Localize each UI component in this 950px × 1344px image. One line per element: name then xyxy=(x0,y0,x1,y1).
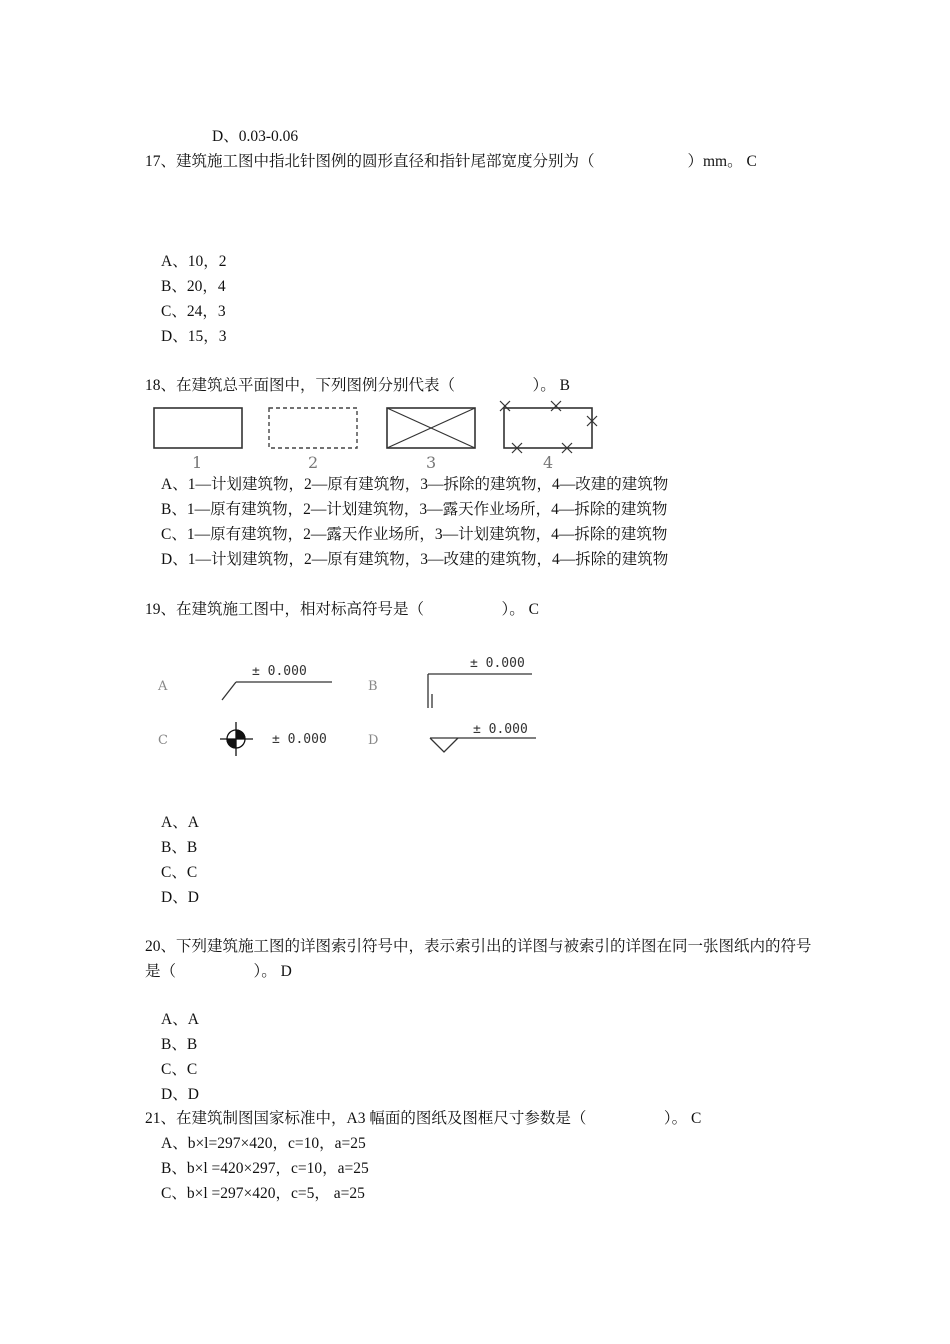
q19-elevation-figure xyxy=(150,650,550,762)
q19-option-d: D、D xyxy=(161,889,199,906)
elev-text-a: ± 0.000 xyxy=(252,664,307,679)
legend-label-3: 3 xyxy=(426,453,437,472)
q18-option-b: B、1—原有建筑物，2—计划建筑物，3—露天作业场所，4—拆除的建筑物 xyxy=(161,501,668,518)
elevation-symbol-b xyxy=(428,674,532,708)
q19-option-a: A、A xyxy=(161,814,199,831)
q21-option-c: C、b×l =297×420，c=5， a=25 xyxy=(161,1185,365,1202)
q18-legend-figure xyxy=(150,398,610,472)
q21-option-b: B、b×l =420×297，c=10，a=25 xyxy=(161,1160,369,1177)
elev-label-c: C xyxy=(158,733,168,748)
q21-stem: 21、在建筑制图国家标准中，A3 幅面的图纸及图框尺寸参数是（ ）。 C xyxy=(145,1110,702,1127)
q20-option-c: C、C xyxy=(161,1061,198,1078)
q19-stem: 19、在建筑施工图中，相对标高符号是（ ）。 C xyxy=(145,601,539,618)
q18-option-a: A、1—计划建筑物，2—原有建筑物，3—拆除的建筑物，4—改建的建筑物 xyxy=(161,476,669,493)
legend-label-1: 1 xyxy=(192,453,203,472)
legend-label-4: 4 xyxy=(543,453,554,472)
q20-stem: 20、下列建筑施工图的详图索引符号中，表示索引出的详图与被索引的详图在同一张图纸内的符号是（ ）。 D xyxy=(145,938,812,980)
q20-option-b: B、B xyxy=(161,1036,198,1053)
elev-text-d: ± 0.000 xyxy=(473,722,528,737)
q17-option-c: C、24，3 xyxy=(161,303,226,320)
q17-option-b: B、20，4 xyxy=(161,278,226,295)
elev-text-b: ± 0.000 xyxy=(470,656,525,671)
q18-stem: 18、在建筑总平面图中，下列图例分别代表（ ）。 B xyxy=(145,377,570,394)
legend-dashed-rect xyxy=(269,408,357,448)
legend-solid-rect xyxy=(154,408,242,448)
q18-option-d: D、1—计划建筑物，2—原有建筑物，3—改建的建筑物，4—拆除的建筑物 xyxy=(161,551,669,568)
legend-x-marked-rect xyxy=(500,401,597,453)
elevation-symbol-c xyxy=(220,722,253,756)
q19-option-c: C、C xyxy=(161,864,198,881)
elev-label-a: A xyxy=(158,679,168,694)
q18-option-c: C、1—原有建筑物，2—露天作业场所，3—计划建筑物，4—拆除的建筑物 xyxy=(161,526,668,543)
elev-label-b: B xyxy=(368,679,378,694)
elevation-symbol-d xyxy=(430,738,536,752)
q20-option-d: D、D xyxy=(161,1086,199,1103)
q17-option-d: D、15，3 xyxy=(161,328,227,345)
q21-option-a: A、b×l=297×420，c=10，a=25 xyxy=(161,1135,366,1152)
q16-option-d: D、0.03-0.06 xyxy=(212,128,299,145)
q20-option-a: A、A xyxy=(161,1011,199,1028)
elevation-symbol-a xyxy=(222,682,332,700)
q17-stem: 17、建筑施工图中指北针图例的圆形直径和指针尾部宽度分别为（ ）mm。 C xyxy=(145,153,757,170)
legend-label-2: 2 xyxy=(308,453,319,472)
q17-option-a: A、10，2 xyxy=(161,253,227,270)
elev-text-c: ± 0.000 xyxy=(272,732,327,747)
elev-label-d: D xyxy=(368,733,379,748)
q19-option-b: B、B xyxy=(161,839,198,856)
